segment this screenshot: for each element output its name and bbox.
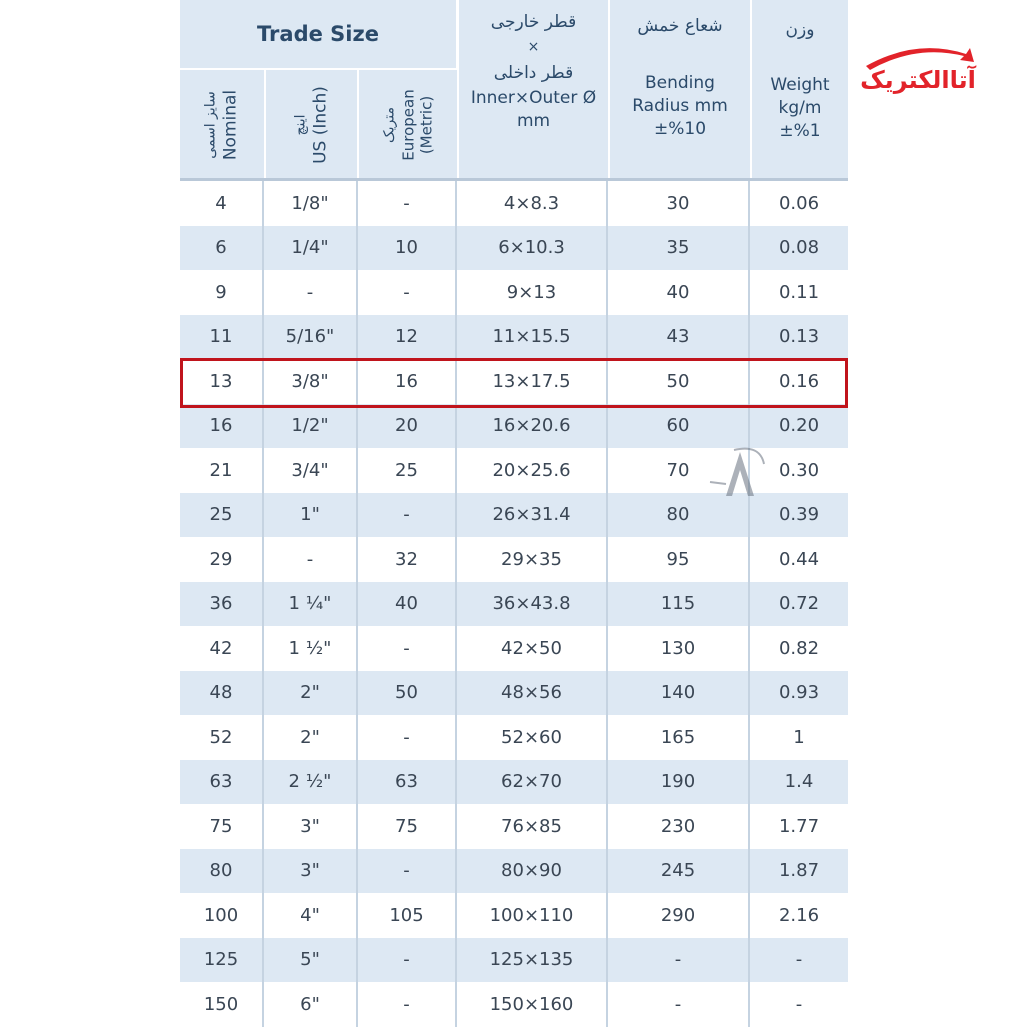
bending-tolerance: ±%10 bbox=[653, 118, 707, 139]
diameter-cell: 48×56 bbox=[457, 671, 608, 716]
diameter-cell: 100×110 bbox=[457, 893, 608, 938]
table-row bbox=[180, 582, 848, 627]
nominal-cell: 16 bbox=[180, 404, 264, 449]
us-inch-cell: 5/16" bbox=[264, 315, 358, 360]
nominal-cell: 100 bbox=[180, 893, 264, 938]
bending-radius-cell: 245 bbox=[608, 849, 750, 894]
diameter-cell: 36×43.8 bbox=[457, 582, 608, 627]
diameter-cell: 4×8.3 bbox=[457, 181, 608, 226]
table-row bbox=[180, 226, 848, 271]
table-row bbox=[180, 715, 848, 760]
bending-en-label-1: Bending bbox=[645, 73, 715, 93]
us-inch-cell: 1" bbox=[264, 493, 358, 538]
nominal-cell: 80 bbox=[180, 849, 264, 894]
eu-fa-label: متریک bbox=[381, 107, 397, 143]
us-inch-cell: 3/8" bbox=[264, 359, 358, 404]
bending-radius-cell: - bbox=[608, 982, 750, 1027]
diameter-cell: 52×60 bbox=[457, 715, 608, 760]
european-cell: 16 bbox=[358, 359, 457, 404]
diameter-cell: 16×20.6 bbox=[457, 404, 608, 449]
table-row bbox=[180, 315, 848, 360]
diameter-cell: 150×160 bbox=[457, 982, 608, 1027]
table-row bbox=[180, 404, 848, 449]
table-row bbox=[180, 626, 848, 671]
diameter-header bbox=[457, 0, 608, 180]
european-cell: - bbox=[358, 938, 457, 983]
table-row bbox=[180, 938, 848, 983]
us-en-label: US (Inch) bbox=[309, 86, 330, 164]
nominal-cell: 42 bbox=[180, 626, 264, 671]
bending-radius-cell: 95 bbox=[608, 537, 750, 582]
weight-cell: 2.16 bbox=[778, 904, 820, 926]
diameter-unit: mm bbox=[516, 110, 551, 131]
bending-en-label-2: Radius mm bbox=[632, 95, 728, 116]
weight-cell: - bbox=[795, 993, 803, 1015]
bending-radius-cell: - bbox=[608, 938, 750, 983]
us-inch-cell: - bbox=[264, 270, 358, 315]
diameter-cell: 6×10.3 bbox=[457, 226, 608, 271]
conduit-size-table bbox=[180, 0, 848, 1024]
nominal-header bbox=[180, 68, 266, 180]
bending-radius-cell: 140 bbox=[608, 671, 750, 716]
diameter-fa-inner: قطر داخلی bbox=[493, 62, 574, 83]
european-cell: - bbox=[358, 715, 457, 760]
nominal-cell: 150 bbox=[180, 982, 264, 1027]
table-row bbox=[180, 359, 848, 404]
nominal-cell: 11 bbox=[180, 315, 264, 360]
weight-cell: 0.93 bbox=[778, 682, 820, 704]
weight-cell: 0.39 bbox=[778, 504, 820, 526]
weight-unit: kg/m bbox=[778, 97, 822, 118]
european-cell: 105 bbox=[358, 893, 457, 938]
bending-radius-cell: 30 bbox=[608, 181, 750, 226]
european-header bbox=[359, 68, 458, 180]
weight-cell: 0.08 bbox=[778, 237, 820, 259]
diameter-cell: 29×35 bbox=[457, 537, 608, 582]
us-fa-label: اینچ bbox=[292, 114, 309, 136]
weight-cell: 0.30 bbox=[778, 459, 820, 481]
nominal-cell: 6 bbox=[180, 226, 264, 271]
diameter-cell: 13×17.5 bbox=[457, 359, 608, 404]
european-cell: 50 bbox=[358, 671, 457, 716]
logo-text: آتاالکتریک bbox=[860, 66, 976, 94]
weight-cell: 0.16 bbox=[778, 370, 820, 392]
weight-en-label: Weight bbox=[770, 75, 830, 95]
ata-electric-logo bbox=[856, 44, 980, 104]
bending-radius-cell: 230 bbox=[608, 804, 750, 849]
diameter-cell: 9×13 bbox=[457, 270, 608, 315]
bending-radius-cell: 43 bbox=[608, 315, 750, 360]
nominal-cell: 13 bbox=[180, 359, 264, 404]
weight-cell: 1.4 bbox=[784, 771, 814, 793]
us-inch-cell: 2" bbox=[264, 671, 358, 716]
bending-header bbox=[608, 0, 750, 180]
european-cell: - bbox=[358, 849, 457, 894]
us-inch-cell: 2" bbox=[264, 715, 358, 760]
table-row bbox=[180, 893, 848, 938]
nominal-cell: 125 bbox=[180, 938, 264, 983]
weight-tolerance: ±%1 bbox=[779, 120, 821, 141]
european-cell: 75 bbox=[358, 804, 457, 849]
nominal-cell: 52 bbox=[180, 715, 264, 760]
us-inch-cell: 1/4" bbox=[264, 226, 358, 271]
european-cell: - bbox=[358, 270, 457, 315]
nominal-cell: 25 bbox=[180, 493, 264, 538]
table-row bbox=[180, 671, 848, 716]
us-inch-cell: 3" bbox=[264, 804, 358, 849]
bending-radius-cell: 165 bbox=[608, 715, 750, 760]
european-cell: - bbox=[358, 626, 457, 671]
european-cell: - bbox=[358, 982, 457, 1027]
european-cell: 10 bbox=[358, 226, 457, 271]
european-cell: 20 bbox=[358, 404, 457, 449]
trade-size-header bbox=[180, 0, 456, 68]
bending-radius-cell: 70 bbox=[608, 448, 750, 493]
us-inch-cell: 1/8" bbox=[264, 181, 358, 226]
european-cell: - bbox=[358, 181, 457, 226]
weight-fa-label: وزن bbox=[785, 20, 815, 40]
bending-radius-cell: 35 bbox=[608, 226, 750, 271]
bending-radius-cell: 115 bbox=[608, 582, 750, 627]
table-row bbox=[180, 760, 848, 805]
european-cell: 32 bbox=[358, 537, 457, 582]
nominal-en-label: Nominal bbox=[220, 89, 241, 161]
diameter-cell: 42×50 bbox=[457, 626, 608, 671]
diameter-cell: 80×90 bbox=[457, 849, 608, 894]
nominal-cell: 29 bbox=[180, 537, 264, 582]
weight-header bbox=[750, 0, 848, 180]
us-inch-header bbox=[266, 68, 359, 180]
weight-cell: 0.72 bbox=[778, 593, 820, 615]
european-cell: 40 bbox=[358, 582, 457, 627]
table-row bbox=[180, 804, 848, 849]
european-cell: 63 bbox=[358, 760, 457, 805]
us-inch-cell: 1 ¼" bbox=[264, 582, 358, 627]
eu-en-label: European (Metric) bbox=[398, 89, 436, 161]
weight-cell: - bbox=[795, 949, 803, 971]
table-row bbox=[180, 181, 848, 226]
weight-cell: 0.44 bbox=[778, 548, 820, 570]
table-row bbox=[180, 270, 848, 315]
nominal-fa-label: سایز اسمی bbox=[202, 91, 219, 159]
bending-radius-cell: 290 bbox=[608, 893, 750, 938]
us-inch-cell: 5" bbox=[264, 938, 358, 983]
nominal-cell: 36 bbox=[180, 582, 264, 627]
bending-radius-cell: 190 bbox=[608, 760, 750, 805]
table-row bbox=[180, 849, 848, 894]
diameter-x-symbol: × bbox=[527, 39, 540, 55]
table-row bbox=[180, 537, 848, 582]
weight-cell: 0.13 bbox=[778, 326, 820, 348]
table-row bbox=[180, 982, 848, 1027]
nominal-cell: 75 bbox=[180, 804, 264, 849]
weight-cell: 0.06 bbox=[778, 192, 820, 214]
nominal-cell: 9 bbox=[180, 270, 264, 315]
european-cell: 25 bbox=[358, 448, 457, 493]
us-inch-cell: 2 ½" bbox=[264, 760, 358, 805]
watermark-logo-icon bbox=[704, 444, 774, 504]
european-cell: 12 bbox=[358, 315, 457, 360]
us-inch-cell: 4" bbox=[264, 893, 358, 938]
weight-cell: 1.87 bbox=[778, 860, 820, 882]
nominal-cell: 48 bbox=[180, 671, 264, 716]
diameter-cell: 11×15.5 bbox=[457, 315, 608, 360]
european-cell: - bbox=[358, 493, 457, 538]
nominal-cell: 4 bbox=[180, 181, 264, 226]
bending-radius-cell: 130 bbox=[608, 626, 750, 671]
diameter-cell: 62×70 bbox=[457, 760, 608, 805]
diameter-fa-outer: قطر خارجی bbox=[490, 12, 577, 32]
diameter-cell: 20×25.6 bbox=[457, 448, 608, 493]
bending-fa-label: شعاع خمش bbox=[637, 16, 723, 36]
bending-radius-cell: 80 bbox=[608, 493, 750, 538]
nominal-cell: 21 bbox=[180, 448, 264, 493]
us-inch-cell: 1 ½" bbox=[264, 626, 358, 671]
us-inch-cell: 6" bbox=[264, 982, 358, 1027]
diameter-cell: 76×85 bbox=[457, 804, 608, 849]
diameter-cell: 26×31.4 bbox=[457, 493, 608, 538]
nominal-cell: 63 bbox=[180, 760, 264, 805]
weight-cell: 0.82 bbox=[778, 637, 820, 659]
weight-cell: 1 bbox=[793, 726, 805, 748]
us-inch-cell: - bbox=[264, 537, 358, 582]
us-inch-cell: 1/2" bbox=[264, 404, 358, 449]
weight-cell: 0.20 bbox=[778, 415, 820, 437]
bending-radius-cell: 40 bbox=[608, 270, 750, 315]
trade-size-label: Trade Size bbox=[257, 22, 379, 46]
bending-radius-cell: 60 bbox=[608, 404, 750, 449]
diameter-en-label: Inner×Outer Ø bbox=[470, 87, 597, 108]
weight-cell: 0.11 bbox=[778, 281, 820, 303]
bending-radius-cell: 50 bbox=[608, 359, 750, 404]
diameter-cell: 125×135 bbox=[457, 938, 608, 983]
us-inch-cell: 3" bbox=[264, 849, 358, 894]
weight-cell: 1.77 bbox=[778, 815, 820, 837]
us-inch-cell: 3/4" bbox=[264, 448, 358, 493]
